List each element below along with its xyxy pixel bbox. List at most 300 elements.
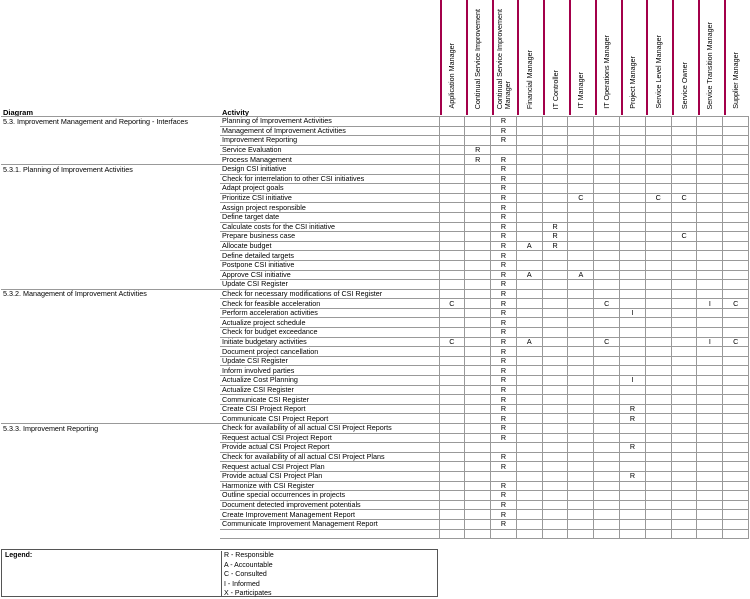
raci-cell <box>542 145 568 155</box>
raci-cell: R <box>491 117 517 127</box>
raci-cell <box>465 241 491 251</box>
role-header <box>594 0 620 115</box>
diagram-cell <box>1 462 220 472</box>
raci-cell <box>542 337 568 347</box>
raci-cell <box>516 203 542 213</box>
raci-cell <box>620 232 646 242</box>
raci-cell <box>568 212 594 222</box>
raci-cell <box>594 481 620 491</box>
raci-cell <box>542 404 568 414</box>
raci-cell <box>542 184 568 194</box>
diagram-cell <box>1 452 220 462</box>
activity-cell: Provide actual CSI Project Plan <box>220 471 439 481</box>
table-row <box>1 212 749 222</box>
legend-item: X - Participates <box>224 590 272 597</box>
raci-cell <box>594 203 620 213</box>
raci-cell <box>542 136 568 146</box>
raci-cell <box>671 471 697 481</box>
raci-cell <box>542 452 568 462</box>
activity-cell: Harmonize with CSI Register <box>220 481 439 491</box>
table-row <box>1 376 749 386</box>
activity-cell: Management of Improvement Activities <box>220 126 439 136</box>
activity-cell: Request actual CSI Project Report <box>220 433 439 443</box>
diagram-cell <box>1 299 220 309</box>
raci-cell <box>568 117 594 127</box>
raci-cell <box>439 452 465 462</box>
role-header <box>671 0 697 115</box>
raci-cell <box>439 251 465 261</box>
raci-cell <box>439 126 465 136</box>
raci-cell <box>723 241 749 251</box>
raci-cell <box>723 328 749 338</box>
raci-cell: R <box>542 222 568 232</box>
raci-cell <box>671 404 697 414</box>
raci-cell: R <box>620 443 646 453</box>
raci-cell <box>594 222 620 232</box>
raci-cell: R <box>542 232 568 242</box>
raci-cell <box>542 500 568 510</box>
role-header-label: IT Controller <box>550 69 560 109</box>
raci-cell <box>620 519 646 529</box>
raci-cell <box>465 366 491 376</box>
table-row <box>1 433 749 443</box>
raci-cell <box>465 471 491 481</box>
raci-cell: A <box>516 337 542 347</box>
raci-cell <box>542 280 568 290</box>
diagram-cell <box>1 145 220 155</box>
table-row <box>1 280 749 290</box>
raci-cell <box>697 404 723 414</box>
raci-cell <box>620 462 646 472</box>
diagram-cell <box>1 366 220 376</box>
raci-cell <box>516 519 542 529</box>
raci-cell <box>671 174 697 184</box>
activity-cell: Prepare business case <box>220 232 439 242</box>
raci-cell <box>594 385 620 395</box>
raci-cell <box>542 347 568 357</box>
raci-cell <box>671 366 697 376</box>
raci-cell <box>723 251 749 261</box>
empty-cell <box>697 529 723 539</box>
empty-cell <box>594 529 620 539</box>
raci-cell <box>568 280 594 290</box>
table-row <box>1 136 749 146</box>
raci-cell <box>465 337 491 347</box>
raci-cell <box>620 318 646 328</box>
raci-cell <box>542 251 568 261</box>
raci-cell <box>671 251 697 261</box>
raci-cell <box>671 337 697 347</box>
raci-cell <box>594 452 620 462</box>
table-row <box>1 260 749 270</box>
raci-cell <box>568 471 594 481</box>
raci-cell <box>723 491 749 501</box>
raci-cell <box>439 136 465 146</box>
raci-cell <box>697 136 723 146</box>
raci-cell <box>645 270 671 280</box>
raci-cell <box>516 308 542 318</box>
raci-cell <box>594 241 620 251</box>
raci-cell <box>516 328 542 338</box>
raci-cell <box>439 184 465 194</box>
raci-cell <box>516 414 542 424</box>
raci-cell <box>594 356 620 366</box>
legend-item: A - Accountable <box>224 561 273 569</box>
raci-cell: R <box>491 404 517 414</box>
raci-cell <box>671 356 697 366</box>
raci-cell <box>645 241 671 251</box>
column-header-activity: Activity <box>222 108 250 117</box>
raci-cell <box>594 433 620 443</box>
raci-cell <box>516 299 542 309</box>
raci-cell <box>645 308 671 318</box>
raci-cell <box>671 222 697 232</box>
raci-cell <box>594 491 620 501</box>
raci-cell <box>723 308 749 318</box>
raci-cell <box>645 280 671 290</box>
raci-cell <box>465 203 491 213</box>
raci-cell <box>620 203 646 213</box>
raci-cell <box>620 424 646 434</box>
raci-cell <box>671 462 697 472</box>
raci-cell <box>697 395 723 405</box>
table-row <box>1 471 749 481</box>
raci-cell <box>542 481 568 491</box>
raci-cell <box>516 289 542 299</box>
raci-cell <box>465 395 491 405</box>
diagram-cell <box>1 500 220 510</box>
raci-cell: C <box>723 337 749 347</box>
raci-cell <box>620 337 646 347</box>
raci-cell <box>568 519 594 529</box>
raci-cell <box>516 212 542 222</box>
raci-cell <box>671 280 697 290</box>
raci-cell <box>697 347 723 357</box>
raci-cell <box>594 366 620 376</box>
table-row <box>1 519 749 529</box>
raci-cell <box>516 145 542 155</box>
raci-cell <box>439 366 465 376</box>
table-row <box>1 241 749 251</box>
raci-cell: R <box>491 510 517 520</box>
raci-cell <box>465 414 491 424</box>
raci-cell <box>465 289 491 299</box>
raci-cell <box>645 414 671 424</box>
diagram-cell <box>1 203 220 213</box>
raci-cell <box>542 193 568 203</box>
diagram-cell <box>1 318 220 328</box>
empty-cell <box>620 529 646 539</box>
raci-cell: R <box>491 203 517 213</box>
raci-cell <box>697 424 723 434</box>
raci-cell <box>465 212 491 222</box>
raci-cell <box>697 241 723 251</box>
role-header <box>491 0 517 115</box>
table-row <box>1 424 749 434</box>
role-header-label: Service Level Manager <box>653 35 663 109</box>
raci-cell <box>594 145 620 155</box>
raci-cell <box>594 260 620 270</box>
raci-cell <box>620 481 646 491</box>
table-row <box>1 452 749 462</box>
raci-cell <box>542 270 568 280</box>
raci-cell: R <box>491 289 517 299</box>
raci-cell <box>697 174 723 184</box>
raci-cell <box>568 337 594 347</box>
raci-cell <box>439 193 465 203</box>
role-header <box>645 0 671 115</box>
table-row <box>1 184 749 194</box>
activity-cell: Planning of Improvement Activities <box>220 117 439 127</box>
raci-cell <box>542 395 568 405</box>
raci-cell <box>697 232 723 242</box>
raci-cell <box>671 241 697 251</box>
raci-cell <box>568 328 594 338</box>
raci-cell <box>439 395 465 405</box>
raci-cell <box>439 462 465 472</box>
activity-cell: Request actual CSI Project Plan <box>220 462 439 472</box>
raci-cell <box>723 414 749 424</box>
raci-cell <box>465 462 491 472</box>
table-row <box>1 270 749 280</box>
raci-cell <box>620 356 646 366</box>
diagram-cell <box>1 184 220 194</box>
raci-cell <box>697 452 723 462</box>
raci-cell: R <box>491 414 517 424</box>
raci-cell <box>671 318 697 328</box>
raci-cell <box>671 385 697 395</box>
raci-cell <box>645 251 671 261</box>
raci-cell <box>439 174 465 184</box>
activity-cell: Define detailed targets <box>220 251 439 261</box>
raci-cell <box>723 260 749 270</box>
legend-box <box>1 549 438 597</box>
raci-cell <box>465 184 491 194</box>
role-header <box>542 0 568 115</box>
raci-cell <box>645 222 671 232</box>
raci-cell <box>542 308 568 318</box>
diagram-cell <box>1 126 220 136</box>
raci-cell <box>620 270 646 280</box>
raci-cell <box>697 260 723 270</box>
raci-cell: R <box>491 500 517 510</box>
empty-cell <box>723 529 749 539</box>
raci-cell <box>439 318 465 328</box>
raci-cell <box>568 347 594 357</box>
legend-items <box>221 551 274 597</box>
raci-cell: C <box>671 193 697 203</box>
raci-cell <box>620 260 646 270</box>
raci-cell: R <box>491 222 517 232</box>
raci-cell <box>568 164 594 174</box>
raci-cell: C <box>671 232 697 242</box>
raci-cell: R <box>620 471 646 481</box>
diagram-cell <box>1 328 220 338</box>
raci-cell <box>594 117 620 127</box>
raci-cell <box>465 308 491 318</box>
diagram-cell <box>1 155 220 165</box>
raci-cell <box>439 212 465 222</box>
activity-cell: Allocate budget <box>220 241 439 251</box>
raci-cell <box>465 136 491 146</box>
raci-cell <box>723 117 749 127</box>
legend-item: C - Consulted <box>224 571 267 578</box>
role-header-label: Financial Manager <box>524 49 534 109</box>
activity-cell: Create Improvement Management Report <box>220 510 439 520</box>
raci-cell <box>465 376 491 386</box>
raci-cell <box>568 155 594 165</box>
raci-cell <box>620 212 646 222</box>
raci-cell <box>723 126 749 136</box>
raci-cell <box>516 491 542 501</box>
raci-cell <box>465 174 491 184</box>
raci-cell: C <box>594 299 620 309</box>
table-row <box>1 251 749 261</box>
raci-cell <box>568 126 594 136</box>
raci-cell <box>645 299 671 309</box>
raci-cell <box>645 500 671 510</box>
raci-cell <box>465 385 491 395</box>
raci-cell <box>697 491 723 501</box>
raci-cell <box>723 347 749 357</box>
raci-cell <box>697 126 723 136</box>
raci-cell <box>542 164 568 174</box>
raci-cell <box>465 260 491 270</box>
raci-cell <box>465 232 491 242</box>
table-row <box>1 385 749 395</box>
raci-cell <box>697 222 723 232</box>
raci-cell <box>542 366 568 376</box>
raci-cell <box>671 347 697 357</box>
raci-cell <box>645 376 671 386</box>
raci-cell <box>439 481 465 491</box>
activity-cell: Document project cancellation <box>220 347 439 357</box>
raci-cell <box>516 471 542 481</box>
raci-cell <box>671 136 697 146</box>
raci-cell <box>516 136 542 146</box>
empty-cell <box>439 529 465 539</box>
raci-cell <box>723 136 749 146</box>
raci-cell <box>645 328 671 338</box>
raci-cell <box>542 212 568 222</box>
raci-cell <box>568 433 594 443</box>
raci-cell <box>645 424 671 434</box>
raci-cell <box>568 395 594 405</box>
raci-cell <box>645 289 671 299</box>
raci-cell <box>620 385 646 395</box>
raci-cell <box>516 318 542 328</box>
table-row <box>1 404 749 414</box>
raci-cell <box>723 500 749 510</box>
raci-cell <box>697 155 723 165</box>
activity-cell: Actualize CSI Register <box>220 385 439 395</box>
raci-cell <box>542 385 568 395</box>
raci-cell <box>516 174 542 184</box>
raci-cell <box>645 385 671 395</box>
table-row <box>1 337 749 347</box>
raci-cell <box>439 404 465 414</box>
raci-cell <box>697 318 723 328</box>
table-row <box>1 308 749 318</box>
raci-cell <box>697 145 723 155</box>
raci-cell <box>516 500 542 510</box>
raci-cell <box>465 222 491 232</box>
role-header <box>620 0 646 115</box>
raci-cell: R <box>491 155 517 165</box>
raci-cell <box>697 308 723 318</box>
role-header <box>465 0 491 115</box>
raci-cell: R <box>491 337 517 347</box>
raci-cell <box>723 193 749 203</box>
raci-cell <box>516 280 542 290</box>
raci-cell: R <box>620 404 646 414</box>
raci-cell <box>568 500 594 510</box>
raci-cell <box>697 481 723 491</box>
raci-cell: R <box>491 299 517 309</box>
empty-cell <box>645 529 671 539</box>
raci-cell <box>620 328 646 338</box>
raci-cell <box>516 395 542 405</box>
raci-cell <box>568 491 594 501</box>
raci-cell <box>594 126 620 136</box>
activity-cell: Check for feasible acceleration <box>220 299 439 309</box>
column-header-diagram: Diagram <box>3 108 34 117</box>
raci-cell: R <box>491 270 517 280</box>
activity-cell: Improvement Reporting <box>220 136 439 146</box>
raci-cell <box>645 174 671 184</box>
raci-cell <box>645 212 671 222</box>
raci-cell <box>542 174 568 184</box>
raci-cell <box>645 356 671 366</box>
raci-cell <box>516 126 542 136</box>
raci-cell <box>568 452 594 462</box>
raci-cell <box>723 510 749 520</box>
raci-cell <box>516 424 542 434</box>
raci-cell: C <box>439 299 465 309</box>
raci-cell <box>620 174 646 184</box>
raci-cell <box>671 289 697 299</box>
raci-cell <box>568 174 594 184</box>
table-row <box>1 193 749 203</box>
empty-cell <box>568 529 594 539</box>
raci-cell <box>723 471 749 481</box>
raci-cell <box>491 145 517 155</box>
raci-cell <box>671 260 697 270</box>
activity-cell: Design CSI initiative <box>220 164 439 174</box>
empty-cell <box>491 529 517 539</box>
activity-cell: Actualize project schedule <box>220 318 439 328</box>
table-row <box>1 174 749 184</box>
raci-cell <box>516 481 542 491</box>
raci-cell <box>516 193 542 203</box>
raci-cell <box>516 462 542 472</box>
raci-cell <box>697 510 723 520</box>
raci-cell <box>594 414 620 424</box>
raci-cell <box>723 174 749 184</box>
raci-cell <box>697 376 723 386</box>
raci-cell <box>465 491 491 501</box>
raci-cell <box>671 328 697 338</box>
raci-cell <box>723 164 749 174</box>
raci-cell <box>568 241 594 251</box>
raci-cell <box>620 117 646 127</box>
diagram-cell <box>1 337 220 347</box>
table-row <box>1 500 749 510</box>
raci-cell: R <box>491 491 517 501</box>
raci-cell <box>439 414 465 424</box>
raci-cell: I <box>620 376 646 386</box>
activity-cell: Initiate budgetary activities <box>220 337 439 347</box>
